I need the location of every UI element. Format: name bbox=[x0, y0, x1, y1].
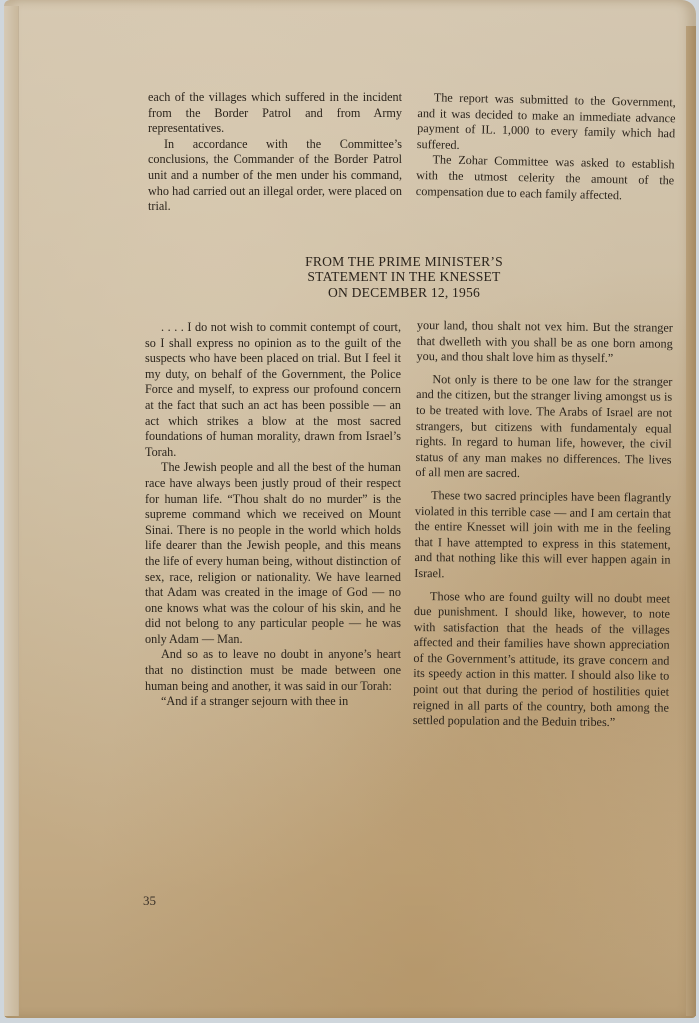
paragraph: The report was submitted to the Government, and it was decided to make an immediate advance payment of IL. 1,000 to every family which had suffered. bbox=[416, 90, 676, 152]
paragraph: Those who are found guilty will no doubt meet due punishment. I should like, however, to note with satisfaction that the heads of the villages affected and their families have shown appreciation of the Government’s attitude, its grave concern and its speedy action in this matter. I should also like to point out that during the period of hostilities quiet reigned in all parts of the country, both among the settled population and the Beduin tribes.” bbox=[412, 588, 671, 730]
top-left-column bbox=[148, 90, 402, 215]
paragraph: “And if a stranger sejourn with thee in bbox=[161, 694, 349, 709]
bottom-left-column bbox=[145, 320, 401, 710]
heading-line: FROM THE PRIME MINISTER’S bbox=[305, 254, 503, 269]
paragraph: your land, thou shalt not vex him. But the stranger that dwelleth with you shall be as one born among you, and thou shalt love him as thyself.” bbox=[416, 318, 673, 366]
page-edge-left bbox=[4, 6, 19, 1016]
heading-line: STATEMENT IN THE KNESSET bbox=[307, 269, 501, 285]
top-right-column bbox=[416, 90, 676, 205]
heading-line: ON DECEMBER 12, 1956 bbox=[327, 284, 481, 300]
page-number: 35 bbox=[143, 893, 156, 908]
paragraph: The Jewish people and all the best of the human race have always been justly proud of their respect for human life. “Thou shalt do no murder” is the supreme command which we received on Mount Sinai. There is no people in the world which holds life dearer than the Jewish people, and this means the life of every human being, without distinction of sex, race, religion or nationality. We have learned that Adam was created in the image of God — no one knows what was the colour of his skin, and he did not belong to any particular people — he was only Adam — Man. bbox=[145, 460, 401, 646]
paragraph: And so as to leave no doubt in anyone’s heart that no distinction must be made between one human being and another, it was said in our Torah: bbox=[145, 647, 401, 693]
page-edge-right bbox=[686, 26, 696, 1016]
section-heading bbox=[254, 254, 554, 300]
paragraph: These two sacred principles have been flagrantly violated in this terrible case — and I am certain that the entire Knesset will join with me in the feeling that I have attempted to express in this statement, and that nothing like this will ever happen again in Israel. bbox=[414, 488, 672, 581]
paragraph: In accordance with the Committee’s conclusions, the Commander of the Border Patrol unit and a number of the men under his command, who had carried out an illegal order, were placed on trial. bbox=[148, 136, 402, 214]
paragraph: each of the villages which suffered in the incident from the Border Patrol and from Army representatives. bbox=[148, 90, 402, 136]
paragraph: The Zohar Committee was asked to establish with the utmost celerity the amount of the compensation due to each family affected. bbox=[415, 152, 675, 202]
bottom-right-column bbox=[413, 318, 673, 732]
paragraph: . . . . I do not wish to commit contempt of court, so I shall express no opinion as to the guilt of the suspects who have been placed on trial. But I feel it my duty, on behalf of the Government, the Police Force and myself, to express our profound concern at the fact that such an act has been possible — an act which strikes a blow at the most sacred foundations of human morality, drawn from Israel’s Torah. bbox=[145, 320, 401, 459]
paragraph: Not only is there to be one law for the stranger and the citizen, but the stranger living amongst us is to be treated with love. The Arabs of Israel are not strangers, but citizens with fundamentaly equal rights. In regard to human life, however, the civil status of any man makes no differences. The lives of all men are sacred. bbox=[415, 371, 673, 481]
document-page bbox=[4, 0, 696, 1018]
